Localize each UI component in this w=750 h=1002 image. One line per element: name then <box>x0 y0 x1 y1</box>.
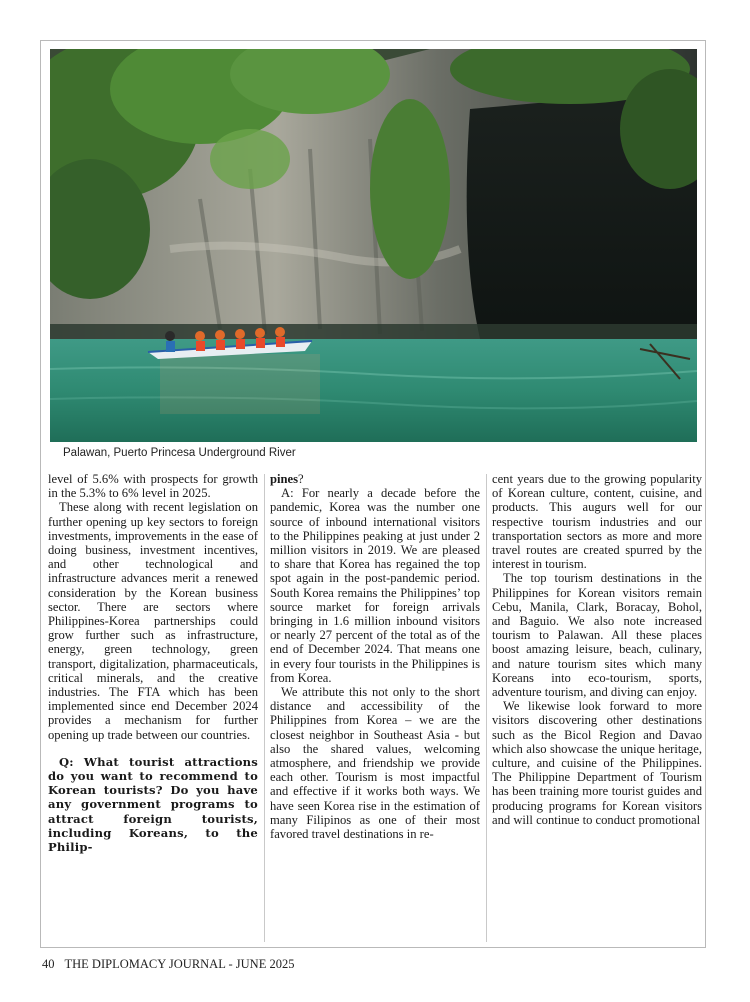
column-divider <box>264 474 265 942</box>
page-number: 40 <box>42 957 55 971</box>
article-paragraph: cent years due to the growing popularity of Korean culture, content, cuisine, and products. This augurs well for our respective tourism industries and our transportation sectors as more and more travel routes are created spurred by the interest in tourism. <box>492 472 702 572</box>
question-continuation: pines <box>270 472 298 486</box>
article-paragraph <box>270 472 480 486</box>
article-column-2 <box>270 472 480 942</box>
article-paragraph: We attribute this not only to the short distance and accessibility of the Philippines from Korea – we are the closest neighbor in Southeast Asia - but also the shared values, welcoming atmosphere, and friendship we provide each other. Tourism is most impactful and effective if it works both ways. We have seen Korea rise in the estimation of many Filipinos as one of their most favored travel destinations in re- <box>270 685 480 842</box>
article-paragraph: level of 5.6% with prospects for growth in the 5.3% to 6% level in 2025. <box>48 472 258 501</box>
article-paragraph: We likewise look forward to more visitors discovering other destinations such as the Bicol Region and Davao which also showcase the unique heritage, culture, and cuisine of the Philippines. The Philippine Department of Tourism has been training more tourist guides and producing programs for Korean visitors and will continue to conduct promotional <box>492 699 702 827</box>
page-footer <box>42 957 294 972</box>
article-paragraph: These along with recent legislation on further opening up key sectors to foreign investments, improvements in the ease of doing business, investment incentives, and other technological and infrastructure advances merit a renewed consideration by the Korean business sector. There are sectors where Philippines-Korea partnerships could grow further such as infrastructure, energy, green technology, green transport, digitalization, pharmaceuticals, critical minerals, and the creative industries. The FTA which has been implemented since end December 2024 provides a mechanism for further opening up trade between our countries. <box>48 500 258 742</box>
photo-illustration <box>50 49 697 442</box>
question-mark: ? <box>298 472 304 486</box>
photo-underground-river <box>50 49 697 442</box>
interview-question: Q: What tourist attractions do you want to recommend to Korean tourists? Do you have any government programs to attract foreign tourists, including Koreans, to the Philip- <box>48 754 258 855</box>
publication-title: THE DIPLOMACY JOURNAL - JUNE 2025 <box>64 957 295 971</box>
article-column-1 <box>48 472 258 942</box>
article-paragraph: The top tourism destinations in the Philippines for Korean visitors remain Cebu, Manila, Clark, Boracay, Bohol, and Baguio. We also note increased tourism to Palawan. All these places boost amazing leisure, beach, culinary, and nature tourism sites which many Koreans into eco-tourism, sports, adventure tourism, and diving can enjoy. <box>492 571 702 700</box>
column-divider <box>486 474 487 942</box>
photo-caption: Palawan, Puerto Princesa Underground River <box>63 447 296 459</box>
article-paragraph: A: For nearly a decade before the pandemic, Korea was the number one source of inbound international visitors to the Philippines peaking at just under 2 million visitors in 2019. We are pleased to share that Korea has regained the top spot again in the post-pandemic period. South Korea remains the Philippines’ top source market for foreign arrivals bringing in 1.6 million inbound visitors or nearly 27 percent of the total as of the end of December 2024. That means one in every four tourists in the Philippines is from Korea. <box>270 486 480 685</box>
article-column-3 <box>492 472 702 942</box>
